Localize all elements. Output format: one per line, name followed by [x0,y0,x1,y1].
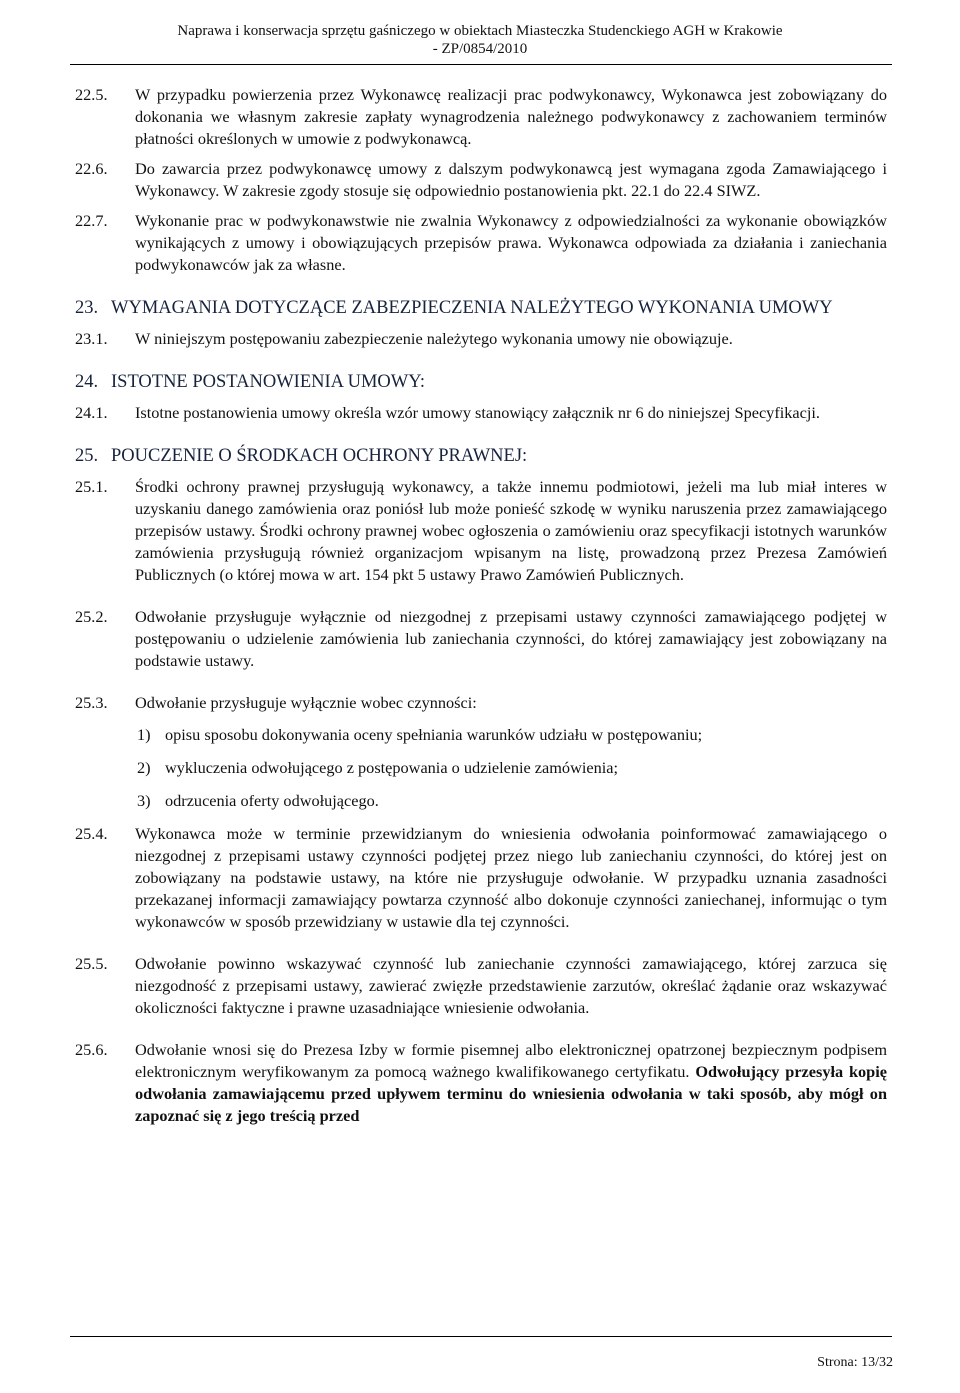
clause-number: 23.1. [75,329,108,348]
list-item-text: odrzucenia oferty odwołującego. [165,791,379,810]
clause-number: 25.5. [75,954,108,973]
list-item-text: wykluczenia odwołującego z postępowania o udzielenie zamówienia; [165,758,618,777]
section-number: 24. [75,372,99,392]
header-title: Naprawa i konserwacja sprzętu gaśniczego w obiektach Miasteczka Studenckiego AGH w Krakowie [177,23,783,39]
header-reference: - ZP/0854/2010 [432,41,528,57]
clause-number: 25.4. [75,824,108,843]
section-23-heading [75,296,887,320]
header-divider [70,64,892,65]
section-title: WYMAGANIA DOTYCZĄCE ZABEZPIECZENIA NALEŻYTEGO WYKONANIA UMOWY [111,298,833,318]
clause-number: 22.6. [75,159,108,178]
clause-text: Środki ochrony prawnej przysługują wykonawcy, a także innemu podmiotowi, jeżeli ma lub miał interes w uzyskaniu danego zamówienia oraz poniósł lub może ponieść szkodę w wyniku naruszenia przez zamawiającego przepisów ustawy. Środki ochrony prawnej wobec ogłoszenia o zamówieniu oraz specyfikacji istotnych warunków zamówienia przysługują również organizacjom wpisanym na listę, prowadzoną przez Prezesa Zamówień Publicznych (o której mowa w art. 154 pkt 5 ustawy Prawo Zamówień Publicznych. [135,477,887,584]
clause-number: 25.1. [75,477,108,496]
section-title: ISTOTNE POSTANOWIENIA UMOWY: [111,372,426,392]
section-number: 23. [75,298,99,318]
clause-text: W niniejszym postępowaniu zabezpieczenie należytego wykonania umowy nie obowiązuje. [135,329,733,348]
clause-number: 24.1. [75,403,108,422]
list-item-number: 3) [137,791,151,810]
clause-text: Odwołanie powinno wskazywać czynność lub zaniechanie czynności zamawiającego, której zarzuca się niezgodność z przepisami ustawy, zawierać zwięzłe przedstawienie zarzutów, określać żądanie oraz wskazywać okoliczności faktyczne i prawne uzasadniające wniesienie odwołania. [135,954,887,1017]
section-number: 25. [75,446,99,466]
list-item-number: 2) [137,758,151,777]
clause-25-3-list [75,724,887,812]
clause-24-1 [75,402,887,424]
clause-number: 22.5. [75,85,108,104]
clause-number: 25.6. [75,1040,108,1059]
clause-22-7 [75,210,887,276]
page-header [0,22,960,58]
footer-divider [70,1336,892,1337]
clause-25-1 [75,476,887,586]
section-25-heading [75,444,887,468]
clause-23-1 [75,328,887,350]
clause-25-3 [75,692,887,714]
clause-text: Wykonawca może w terminie przewidzianym do wniesienia odwołania poinformować zamawiającego o niezgodnej z przepisami ustawy czynności podjętej przez niego lub zaniechaniu czynności, do której jest on zobowiązany na podstawie ustawy, na które nie przysługuje odwołanie. W przypadku uznania zasadności przekazanej informacji zamawiający powtarza czynność albo dokonuje czynności zaniechanej, informując o tym wykonawców w sposób przewidziany w ustawie dla tej czynności. [135,824,887,931]
clause-text: Istotne postanowienia umowy określa wzór umowy stanowiący załącznik nr 6 do niniejszej Specyfikacji. [135,403,820,422]
clause-text-bold: Odwołujący przesyła kopię odwołania zamawiającemu przed upływem terminu do wniesienia odwołania w taki sposób, aby mógł on zapoznać się z jego treścią przed [135,1062,887,1125]
clause-text: Odwołanie przysługuje wyłącznie od niezgodnej z przepisami ustawy czynności zamawiającego podjętej w postępowaniu o udzielenie zamówienia lub zaniechania czynności, do której zamawiający jest zobowiązany na podstawie ustawy. [135,607,887,670]
section-title: POUCZENIE O ŚRODKACH OCHRONY PRAWNEJ: [111,446,528,466]
list-item [137,790,887,812]
clause-25-6 [75,1039,887,1127]
clause-25-2 [75,606,887,672]
section-24-heading [75,370,887,394]
clause-number: 25.2. [75,607,108,626]
clause-22-5 [75,84,887,150]
clause-number: 25.3. [75,693,108,712]
clause-22-6 [75,158,887,202]
list-item-number: 1) [137,725,151,744]
clause-text [135,1039,887,1127]
clause-number: 22.7. [75,211,108,230]
clause-25-4 [75,823,887,933]
clause-text: Wykonanie prac w podwykonawstwie nie zwalnia Wykonawcy z odpowiedzialności za wykonanie obowiązków wynikających z umowy i obowiązujących przepisów prawa. Wykonawca odpowiada za działania i zaniechania podwykonawców jak za własne. [135,211,887,274]
list-item-text: opisu sposobu dokonywania oceny spełniania warunków udziału w postępowaniu; [165,725,703,744]
document-body [75,84,887,1127]
clause-text: Odwołanie przysługuje wyłącznie wobec czynności: [135,693,477,712]
clause-text-regular: Odwołanie wnosi się do Prezesa Izby w formie pisemnej albo elektronicznej opatrzonej bezpiecznym podpisem elektronicznym weryfikowanym za pomocą ważnego kwalifikowanego certyfikatu. [135,1040,887,1081]
clause-25-5 [75,953,887,1019]
clause-text: Do zawarcia przez podwykonawcę umowy z dalszym podwykonawcą jest wymagana zgoda Zamawiającego i Wykonawcy. W zakresie zgody stosuje się odpowiednio postanowienia pkt. 22.1 do 22.4 SIWZ. [135,159,887,200]
clause-text: W przypadku powierzenia przez Wykonawcę realizacji prac podwykonawcy, Wykonawca jest zobowiązany do dokonania we własnym zakresie zapłaty wynagrodzenia należnego podwykonawcy z zachowaniem terminów płatności określonych w umowie z podwykonawcą. [135,85,887,148]
page-number: Strona: 13/32 [817,1355,893,1370]
list-item [137,757,887,779]
list-item [137,724,887,746]
